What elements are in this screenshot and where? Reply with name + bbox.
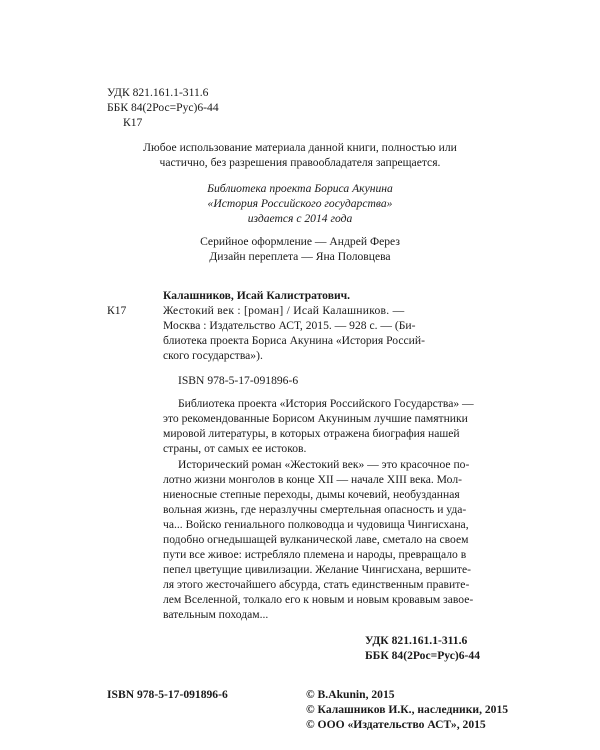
annotation-line: пепел цветущие цивилизации. Желание Чингисхана, вершите- (163, 563, 471, 576)
annotation-line: Библиотека проекта «История Российского Государства» — (178, 397, 474, 410)
annotation-line: страны, от самых ее истоков. (163, 442, 307, 455)
bbk-code: ББК 84(2Рос=Рус)6-44 (107, 101, 219, 114)
notice-line: Любое использование материала данной книги, полностью или (143, 141, 457, 154)
annotation-line: ниеносные степные переходы, дымы кочевий, необузданная (163, 488, 460, 501)
annotation-line: Исторический роман «Жестокий век» — это красочное по- (178, 458, 470, 471)
catalog-desc-line: Москва : Издательство АСТ, 2015. — 928 с. — (Би- (163, 319, 416, 332)
catalog-desc-line: Жестокий век : [роман] / Исай Калашников. — (163, 304, 405, 317)
annotation-line: вательным походам... (163, 608, 269, 621)
footer-bbk: ББК 84(2Рос=Рус)6-44 (365, 649, 481, 662)
notice-line: частично, без разрешения правообладателя запрещается. (159, 156, 441, 169)
credit-line: Серийное оформление — Андрей Ферез (200, 235, 400, 248)
series-line: «История Российского государства» (207, 197, 393, 210)
annotation-line: вольная жизнь, где неразлучны смертельная опасность и уда- (163, 503, 467, 516)
annotation-line: пути все живое: истребляло племена и народы, превращало в (163, 548, 467, 561)
copyright-line: © В.Akunin, 2015 (306, 688, 395, 701)
copyright-line: © Калашников И.К., наследники, 2015 (306, 703, 509, 716)
udk-code: УДК 821.161.1-311.6 (107, 86, 209, 99)
copyright-line: © ООО «Издательство АСТ», 2015 (306, 718, 486, 731)
annotation-line: лем Вселенной, толкало его к новым и новым кровавым завое- (163, 593, 474, 606)
annotation-line: ля этого жесточайшего абсурда, стать единственным правите- (163, 578, 470, 591)
catalog-desc-line: ского государства»). (163, 349, 263, 362)
series-line: издается с 2014 года (247, 212, 353, 225)
footer-udk: УДК 821.161.1-311.6 (365, 634, 468, 647)
catalog-code: К17 (107, 304, 127, 317)
catalog-isbn: ISBN 978-5-17-091896-6 (178, 374, 299, 387)
bottom-isbn: ISBN 978-5-17-091896-6 (107, 688, 228, 701)
series-line: Библиотека проекта Бориса Акунина (207, 182, 393, 195)
credit-line: Дизайн переплета — Яна Половцева (209, 250, 391, 263)
annotation-line: подобно огнедышащей вулканической лаве, сметало на своем (163, 533, 469, 546)
author-mark: К17 (123, 116, 143, 129)
annotation-line: ча... Войско гениального полководца и чудовища Чингисхана, (163, 518, 469, 531)
annotation-line: это рекомендованные Борисом Акуниным лучшие памятники (163, 412, 468, 425)
annotation-line: мировой литературы, в которых отражена биография нашей (163, 427, 460, 440)
catalog-author: Калашников, Исай Калистратович. (163, 289, 351, 302)
catalog-desc-line: блиотека проекта Бориса Акунина «История Россий- (163, 334, 425, 347)
annotation-line: лотно жизни монголов в конце XII — начале XIII века. Мол- (163, 473, 462, 486)
